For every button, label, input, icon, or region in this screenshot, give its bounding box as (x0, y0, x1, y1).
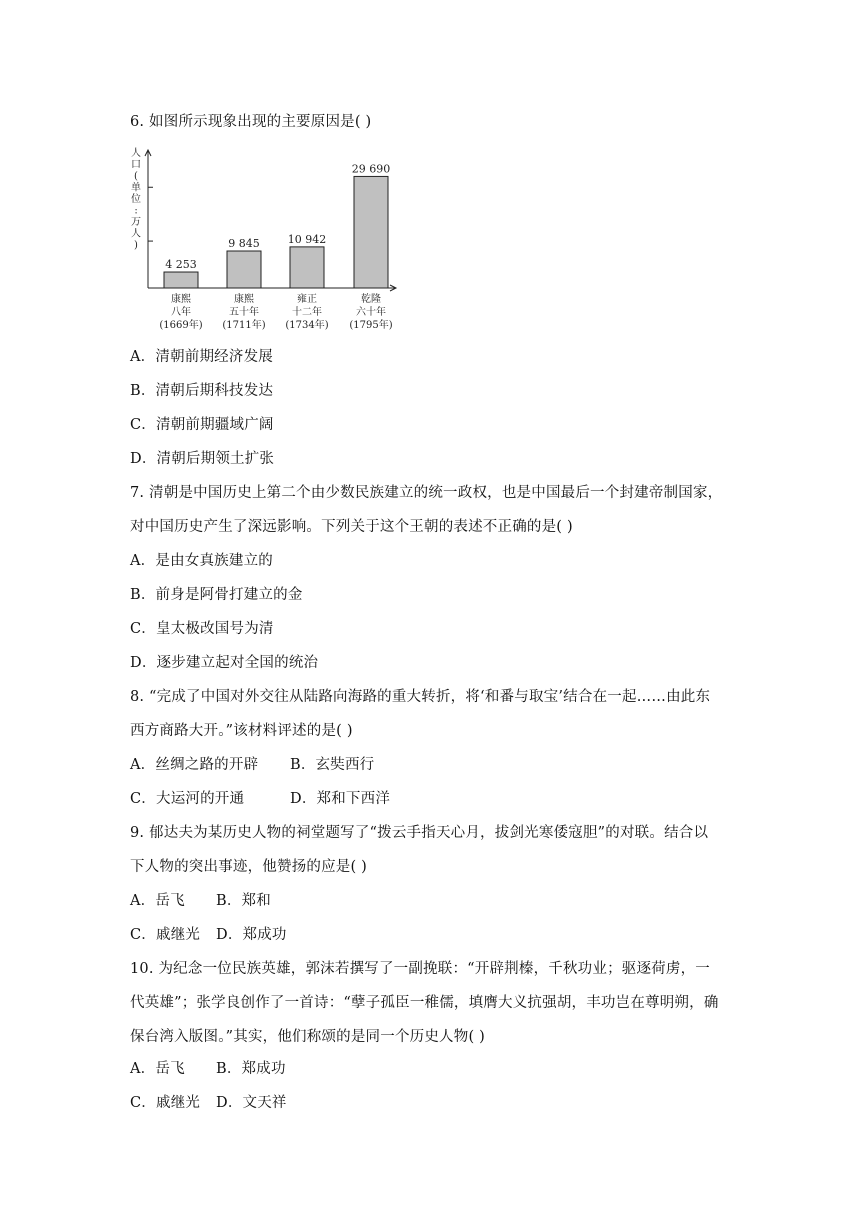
question-9-stem-line-2: 下人物的突出事迹，他赞扬的应是( ) (130, 859, 368, 875)
category-tick-label: 十二年 (292, 307, 322, 318)
question-6-option-d[interactable]: D．清朝后期领土扩张 (130, 451, 275, 467)
y-axis-label-glyph: ) (134, 240, 138, 251)
question-8-option-c[interactable]: C．大运河的开通 (130, 791, 245, 807)
question-10-stem-line-1: 10. 为纪念一位民族英雄，郭沫若撰写了一副挽联：“开辟荆榛，千秋功业；驱逐荷虏，一 (130, 961, 710, 977)
bar-value-label: 29 690 (351, 162, 391, 176)
question-7-stem-line-1: 7. 清朝是中国历史上第二个由少数民族建立的统一政权，也是中国最后一个封建帝制国家， (130, 485, 723, 501)
question-7-stem-line-2: 对中国历史产生了深远影响。下列关于这个王朝的表述不正确的是( ) (130, 519, 573, 535)
bar (227, 251, 261, 288)
question-8-options-row-2 (130, 789, 390, 809)
category-tick-label: 康熙 (234, 294, 254, 305)
question-6-option-c[interactable]: C．清朝前期疆域广阔 (130, 417, 274, 433)
question-9-options-row-1 (130, 891, 271, 911)
question-10-option-b[interactable]: B．郑成功 (216, 1061, 286, 1077)
question-7-option-d[interactable]: D．逐步建立起对全国的统治 (130, 655, 319, 671)
category-tick-label: 康熙 (171, 294, 191, 305)
question-8-option-b[interactable]: B．玄奘西行 (290, 757, 375, 773)
question-7-option-a[interactable]: A．是由女真族建立的 (130, 553, 273, 569)
category-tick-label: (1734年) (285, 320, 329, 331)
category-tick-label: 雍正 (297, 294, 317, 305)
category-tick-label: 乾隆 (361, 294, 381, 305)
question-7-option-b[interactable]: B．前身是阿骨打建立的金 (130, 587, 303, 603)
question-10-stem-line-2: 代英雄”；张学良创作了一首诗：“孽子孤臣一稚儒，填膺大义抗强胡，丰功岂在尊明朔，确 (130, 995, 719, 1011)
bar (290, 247, 324, 288)
question-9-option-b[interactable]: B．郑和 (216, 893, 271, 909)
y-axis-label-glyph: 单 (131, 182, 141, 194)
category-tick-label: (1795年) (349, 320, 393, 331)
population-bar-chart (128, 144, 408, 340)
question-7-option-c[interactable]: C．皇太极改国号为清 (130, 621, 274, 637)
category-tick-label: (1711年) (222, 320, 266, 331)
category-tick-label: 五十年 (229, 307, 259, 318)
category-tick-label: (1669年) (159, 320, 203, 331)
y-axis-label-glyph: 人 (131, 148, 141, 159)
category-tick-label: 八年 (171, 307, 191, 318)
bar-value-label: 4 253 (165, 258, 197, 272)
y-axis-label-glyph: ( (134, 171, 138, 182)
bar (164, 272, 198, 288)
question-9-stem-line-1: 9. 郁达夫为某历史人物的祠堂题写了“拨云手指天心月，拔剑光寒倭寇胆”的对联。结合以 (130, 825, 709, 841)
question-10-stem-line-3: 保台湾入版图。”其实，他们称颂的是同一个历史人物( ) (130, 1029, 485, 1045)
question-10-options-row-2 (130, 1093, 287, 1113)
question-10-options-row-1 (130, 1059, 286, 1079)
question-6-stem: 6. 如图所示现象出现的主要原因是( ) (130, 114, 372, 130)
y-axis-label-glyph: 万 (131, 217, 141, 228)
y-axis-label-glyph: 口 (131, 159, 141, 171)
question-8-stem-line-2: 西方商路大开。”该材料评述的是( ) (130, 723, 353, 739)
question-8-option-d[interactable]: D．郑和下西洋 (290, 791, 391, 807)
question-10-option-c[interactable]: C．戚继光 (130, 1095, 201, 1111)
question-8-options-row-1 (130, 755, 374, 775)
bar-value-label: 10 942 (287, 232, 327, 246)
bar (354, 176, 388, 288)
question-6-option-b[interactable]: B．清朝后期科技发达 (130, 383, 274, 399)
question-9-option-d[interactable]: D．郑成功 (216, 927, 287, 943)
question-9-option-c[interactable]: C．戚继光 (130, 927, 201, 943)
question-10-option-d[interactable]: D．文天祥 (216, 1095, 287, 1111)
y-axis-label-glyph: 人 (131, 228, 141, 240)
question-6-option-a[interactable]: A．清朝前期经济发展 (130, 349, 273, 365)
y-axis-label-glyph: 位 (131, 194, 141, 205)
category-tick-label: 六十年 (356, 307, 386, 318)
question-9-option-a[interactable]: A．岳飞 (130, 893, 185, 909)
question-8-option-a[interactable]: A．丝绸之路的开辟 (130, 757, 259, 773)
question-10-option-a[interactable]: A．岳飞 (130, 1061, 185, 1077)
question-9-options-row-2 (130, 925, 287, 945)
bar-value-label: 9 845 (228, 237, 260, 251)
y-axis-label-glyph: : (134, 205, 138, 217)
question-8-stem-line-1: 8. “完成了中国对外交往从陆路向海路的重大转折，将‘和番与取宝’结合在一起……由此东 (130, 689, 711, 705)
